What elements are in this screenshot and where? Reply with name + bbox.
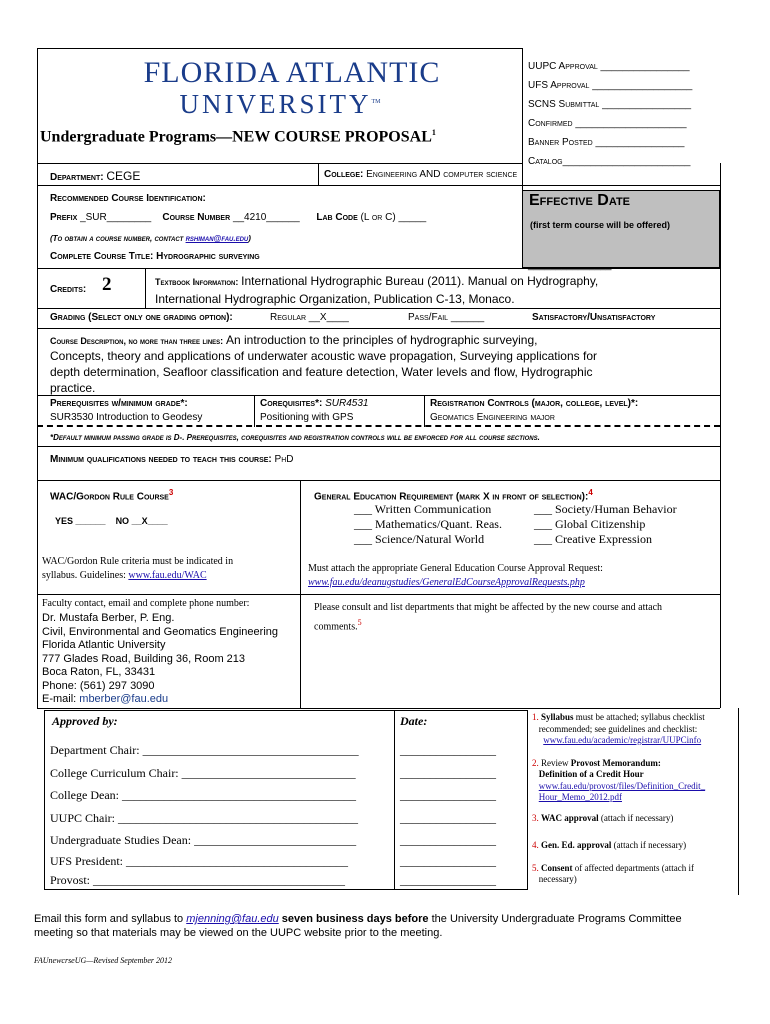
department-value[interactable]: CEGE xyxy=(106,169,141,183)
sig-college-dean[interactable]: College Dean: _______________________________________ xyxy=(50,788,356,802)
qualifications-value[interactable]: PhD xyxy=(274,454,294,465)
prefix-value[interactable]: _SUR________ xyxy=(80,212,152,223)
gened-options-right xyxy=(534,502,677,547)
approval-box-divider xyxy=(522,48,523,190)
row-line xyxy=(37,268,720,269)
notes-right-border xyxy=(738,708,739,895)
description-line4[interactable]: practice. xyxy=(50,381,96,395)
uupc-info-link[interactable]: www.fau.edu/academic/registrar/UUPCinfo xyxy=(543,735,702,745)
date-ug-studies-dean[interactable]: ________________ xyxy=(400,833,496,847)
rshiman-email-link[interactable]: rshiman@fau.edu xyxy=(185,234,249,243)
grading-pass-fail[interactable]: Pass/Fail ______ xyxy=(408,312,485,323)
row-line xyxy=(37,708,720,709)
course-title-value[interactable]: Hydrographic surveying xyxy=(156,251,260,262)
credits-divider xyxy=(145,268,146,308)
prereq-divider xyxy=(254,395,255,427)
coreq-field: Corequisites*: SUR4531 xyxy=(260,398,369,409)
wac-label: WAC/Gordon Rule Course$^3$ xyxy=(50,488,174,503)
approved-by-heading: Approved by: xyxy=(52,714,118,728)
note-2: 2. Review Provost Memorandum: Definition of a Credit Hour www.fau.edu/provost/files/Definition_Credit_ Hour_Memo_2012.pdf xyxy=(532,757,706,802)
faculty-label: Faculty contact, email and complete phone number: xyxy=(42,598,250,609)
wac-options xyxy=(55,516,168,526)
logo-tm: TM xyxy=(371,99,381,105)
left-border-top xyxy=(37,48,38,163)
effective-date-box xyxy=(522,190,720,268)
dashed-divider xyxy=(37,425,720,427)
course-id-line: Prefix _SUR________ Course Number __4210______ Lab Code (L or C) _____ xyxy=(50,212,427,223)
prereq-label: Prerequisites w/minimum grade*: xyxy=(50,398,188,409)
approval-banner[interactable]: Banner Posted ________________ xyxy=(528,137,685,148)
row-line xyxy=(37,185,720,186)
gened-attach: Must attach the appropriate General Education Course Approval Request: www.fau.edu/deanugstudies/GeneralEdCourseApprovalRequests.php xyxy=(308,563,603,588)
coreq-value[interactable]: Positioning with GPS xyxy=(260,412,354,423)
gened-creative-expression[interactable]: ___ Creative Expression xyxy=(534,532,652,546)
date-college-curriculum-chair[interactable]: ________________ xyxy=(400,765,496,780)
row-line xyxy=(37,594,720,595)
note-4: 4. Gen. Ed. approval (attach if necessary) xyxy=(532,840,687,850)
credits-label: Credits: xyxy=(50,284,87,295)
faculty-contact xyxy=(42,612,278,707)
gened-mathematics[interactable]: ___ Mathematics/Quant. Reas. xyxy=(354,517,502,531)
row-line xyxy=(37,328,720,329)
registration-value[interactable]: Geomatics Engineering major xyxy=(430,412,555,423)
date-heading: Date: xyxy=(400,714,428,728)
row-line xyxy=(37,308,720,309)
effective-date-note: (first term course will be offered) xyxy=(530,220,671,230)
credits-value[interactable]: 2 xyxy=(102,274,112,295)
grading-satisfactory[interactable]: Satisfactory/Unsatisfactory xyxy=(532,312,656,323)
footer-instructions: Email this form and syllabus to mjenning@fau.edu seven business days before the University Undergraduate Programs Committee meeting so that materials may be viewed on the UUPC website prior to the meeting. xyxy=(34,913,682,939)
description-line1[interactable]: An introduction to the principles of hydrographic surveying, xyxy=(225,333,538,347)
course-number-note: (To obtain a course number, contact rshiman@fau.edu) xyxy=(50,234,251,243)
fau-logo xyxy=(122,58,462,118)
gened-science[interactable]: ___ Science/Natural World xyxy=(354,532,485,546)
default-grade-note: *Default minimum passing grade is D-. Prerequisites, corequisites and registration controls will be enforced for all course sections. xyxy=(50,433,540,442)
faculty-university[interactable]: Florida Atlantic University xyxy=(42,639,166,651)
faculty-name[interactable]: Dr. Mustafa Berber, P. Eng. xyxy=(42,612,175,624)
prereq-value[interactable]: SUR3530 Introduction to Geodesy xyxy=(50,412,203,423)
logo-line1: FLORIDA ATLANTIC xyxy=(143,56,441,89)
gened-options-left xyxy=(354,502,502,547)
credit-hour-memo-link-cont[interactable]: Hour_Memo_2012.pdf xyxy=(538,792,622,802)
date-ufs-president[interactable]: ________________ xyxy=(400,853,496,868)
approval-list xyxy=(528,57,692,171)
course-number-value[interactable]: __4210______ xyxy=(232,212,300,223)
approval-scns[interactable]: SCNS Submittal ________________ xyxy=(528,99,692,110)
faculty-address1[interactable]: 777 Glades Road, Building 36, Room 213 xyxy=(42,652,246,665)
date-college-dean[interactable]: ________________ xyxy=(400,788,496,802)
left-border xyxy=(37,163,38,708)
approval-catalog[interactable]: Catalog_______________________ xyxy=(528,156,691,167)
right-border xyxy=(720,163,721,708)
dept-college-divider xyxy=(318,163,319,185)
form-title: Undergraduate Programs—NEW COURSE PROPOSAL$^1$ xyxy=(40,128,436,146)
mjenning-email-link[interactable]: mjenning@fau.edu xyxy=(186,913,279,925)
approval-confirmed[interactable]: Confirmed ____________________ xyxy=(528,118,687,129)
course-id-heading: Recommended Course Identification: xyxy=(50,193,206,204)
wac-criteria: WAC/Gordon Rule criteria must be indicated in syllabus. Guidelines: www.fau.edu/WAC xyxy=(42,556,234,581)
top-border xyxy=(37,48,522,49)
signature-date-divider xyxy=(394,710,395,890)
faculty-dept[interactable]: Civil, Environmental and Geomatics Engineering xyxy=(42,625,279,638)
grading-label: Grading (Select only one grading option): xyxy=(50,312,233,323)
approval-uupc[interactable]: UUPC Approval ________________ xyxy=(528,61,690,72)
course-title-field: Complete Course Title: Hydrographic surveying xyxy=(50,251,260,262)
college-value[interactable]: Engineering AND computer science xyxy=(366,169,518,180)
signature-dates xyxy=(400,739,496,890)
effective-date-input[interactable]: _______________ xyxy=(528,260,612,271)
revision-note: FAUnewcrseUG—Revised September 2012 xyxy=(34,956,173,965)
sig-uupc-chair[interactable]: UUPC Chair: ________________________________________ xyxy=(50,810,359,825)
description-line2[interactable]: Concepts, theory and applications of underwater acoustic wave propagation, Surveying applications for xyxy=(50,349,597,363)
note-3: 3. WAC approval (attach if necessary) xyxy=(532,812,674,823)
gened-global-citizenship[interactable]: ___ Global Citizenship xyxy=(534,517,646,531)
date-provost[interactable]: ________________ xyxy=(400,872,496,887)
consult-text: Please consult and list departments that might be affected by the new course and attach comments.$^5$ xyxy=(314,602,663,633)
approval-ufs[interactable]: UFS Approval __________________ xyxy=(528,80,693,91)
note-1: 1. Syllabus must be attached; syllabus checklist recommended; see guidelines and checklist: www.fau.edu/academic/registrar/UUPCinfo xyxy=(532,712,705,745)
faculty-email-row: E-mail: mberber@fau.edu xyxy=(42,693,169,705)
wac-no[interactable]: NO __X____ xyxy=(115,516,168,526)
grading-regular[interactable]: Regular __X____ xyxy=(270,312,349,323)
date-uupc-chair[interactable]: ________________ xyxy=(400,810,496,825)
wac-yes[interactable]: YES ______ xyxy=(55,516,106,526)
registration-label: Registration Controls (major, college, level)*: xyxy=(430,398,639,409)
gened-approval-link[interactable]: www.fau.edu/deanugstudies/GeneralEdCourseApprovalRequests.php xyxy=(308,577,585,588)
textbook-value-line2[interactable]: International Hydrographic Organization, Publication C-13, Monaco. xyxy=(155,292,515,306)
signature-rows xyxy=(50,739,359,890)
department-field: Department: CEGE xyxy=(50,169,141,183)
gened-society[interactable]: ___ Society/Human Behavior xyxy=(534,502,677,516)
sig-college-curriculum-chair[interactable]: College Curriculum Chair: _____________________________ xyxy=(50,765,356,780)
coreq-divider xyxy=(424,395,425,427)
row-line xyxy=(37,446,720,447)
course-description: Course Description, no more than three lines: An introduction to the principles of hydrographic surveying, Concepts, theory and applications of underwater acoustic wave propagation, Surveying applications for depth determination, Seafloor classification and feature detection, Water levels and flow, Hydrographic practice. xyxy=(50,333,597,395)
header-bottom-border xyxy=(37,163,522,164)
notes-column xyxy=(532,712,732,886)
row-line xyxy=(37,395,720,396)
faculty-address2[interactable]: Boca Raton, FL, 33431 xyxy=(42,666,156,678)
note-5: 5. Consent of affected departments (attach if necessary) xyxy=(532,862,695,884)
sig-ug-studies-dean[interactable]: Undergraduate Studies Dean: ___________________________ xyxy=(50,833,357,847)
gened-written-communication[interactable]: ___ Written Communication xyxy=(354,502,492,516)
lab-code-value[interactable]: (L or C) _____ xyxy=(360,212,427,223)
date-department-chair[interactable]: ________________ xyxy=(400,743,496,757)
textbook-field: Textbook Information: International Hydrographic Bureau (2011). Manual on Hydrography, International Hydrographic Organization, Publication C-13, Monaco. xyxy=(155,274,599,306)
faculty-phone[interactable]: Phone: (561) 297 3090 xyxy=(42,679,155,692)
coreq-code[interactable]: SUR4531 xyxy=(325,398,369,409)
wac-guidelines-link[interactable]: www.fau.edu/WAC xyxy=(128,570,207,581)
sig-department-chair[interactable]: Department Chair: ____________________________________ xyxy=(50,743,359,757)
qualifications-field: Minimum qualifications needed to teach this course: PhD xyxy=(50,454,294,465)
college-field: College: Engineering AND computer science xyxy=(324,169,518,180)
logo-line2: UNIVERSITY xyxy=(179,89,372,119)
row-line xyxy=(37,480,720,481)
gened-label: General Education Requirement (mark X in front of selection):$^4$ xyxy=(314,488,593,503)
credit-hour-memo-link[interactable]: www.fau.edu/provost/files/Definition_Credit_ xyxy=(538,780,706,791)
sig-provost[interactable]: Provost: __________________________________________ xyxy=(50,872,346,887)
sig-ufs-president[interactable]: UFS President: _____________________________________ xyxy=(50,853,349,868)
textbook-value-line1[interactable]: International Hydrographic Bureau (2011). Manual on Hydrography, xyxy=(241,274,599,288)
faculty-email[interactable]: mberber@fau.edu xyxy=(79,693,169,705)
description-line3[interactable]: depth determination, Seafloor classification and feature detection, Water levels and flow, Hydrographic xyxy=(50,365,593,379)
effective-date-heading: Effective Date xyxy=(529,192,631,209)
